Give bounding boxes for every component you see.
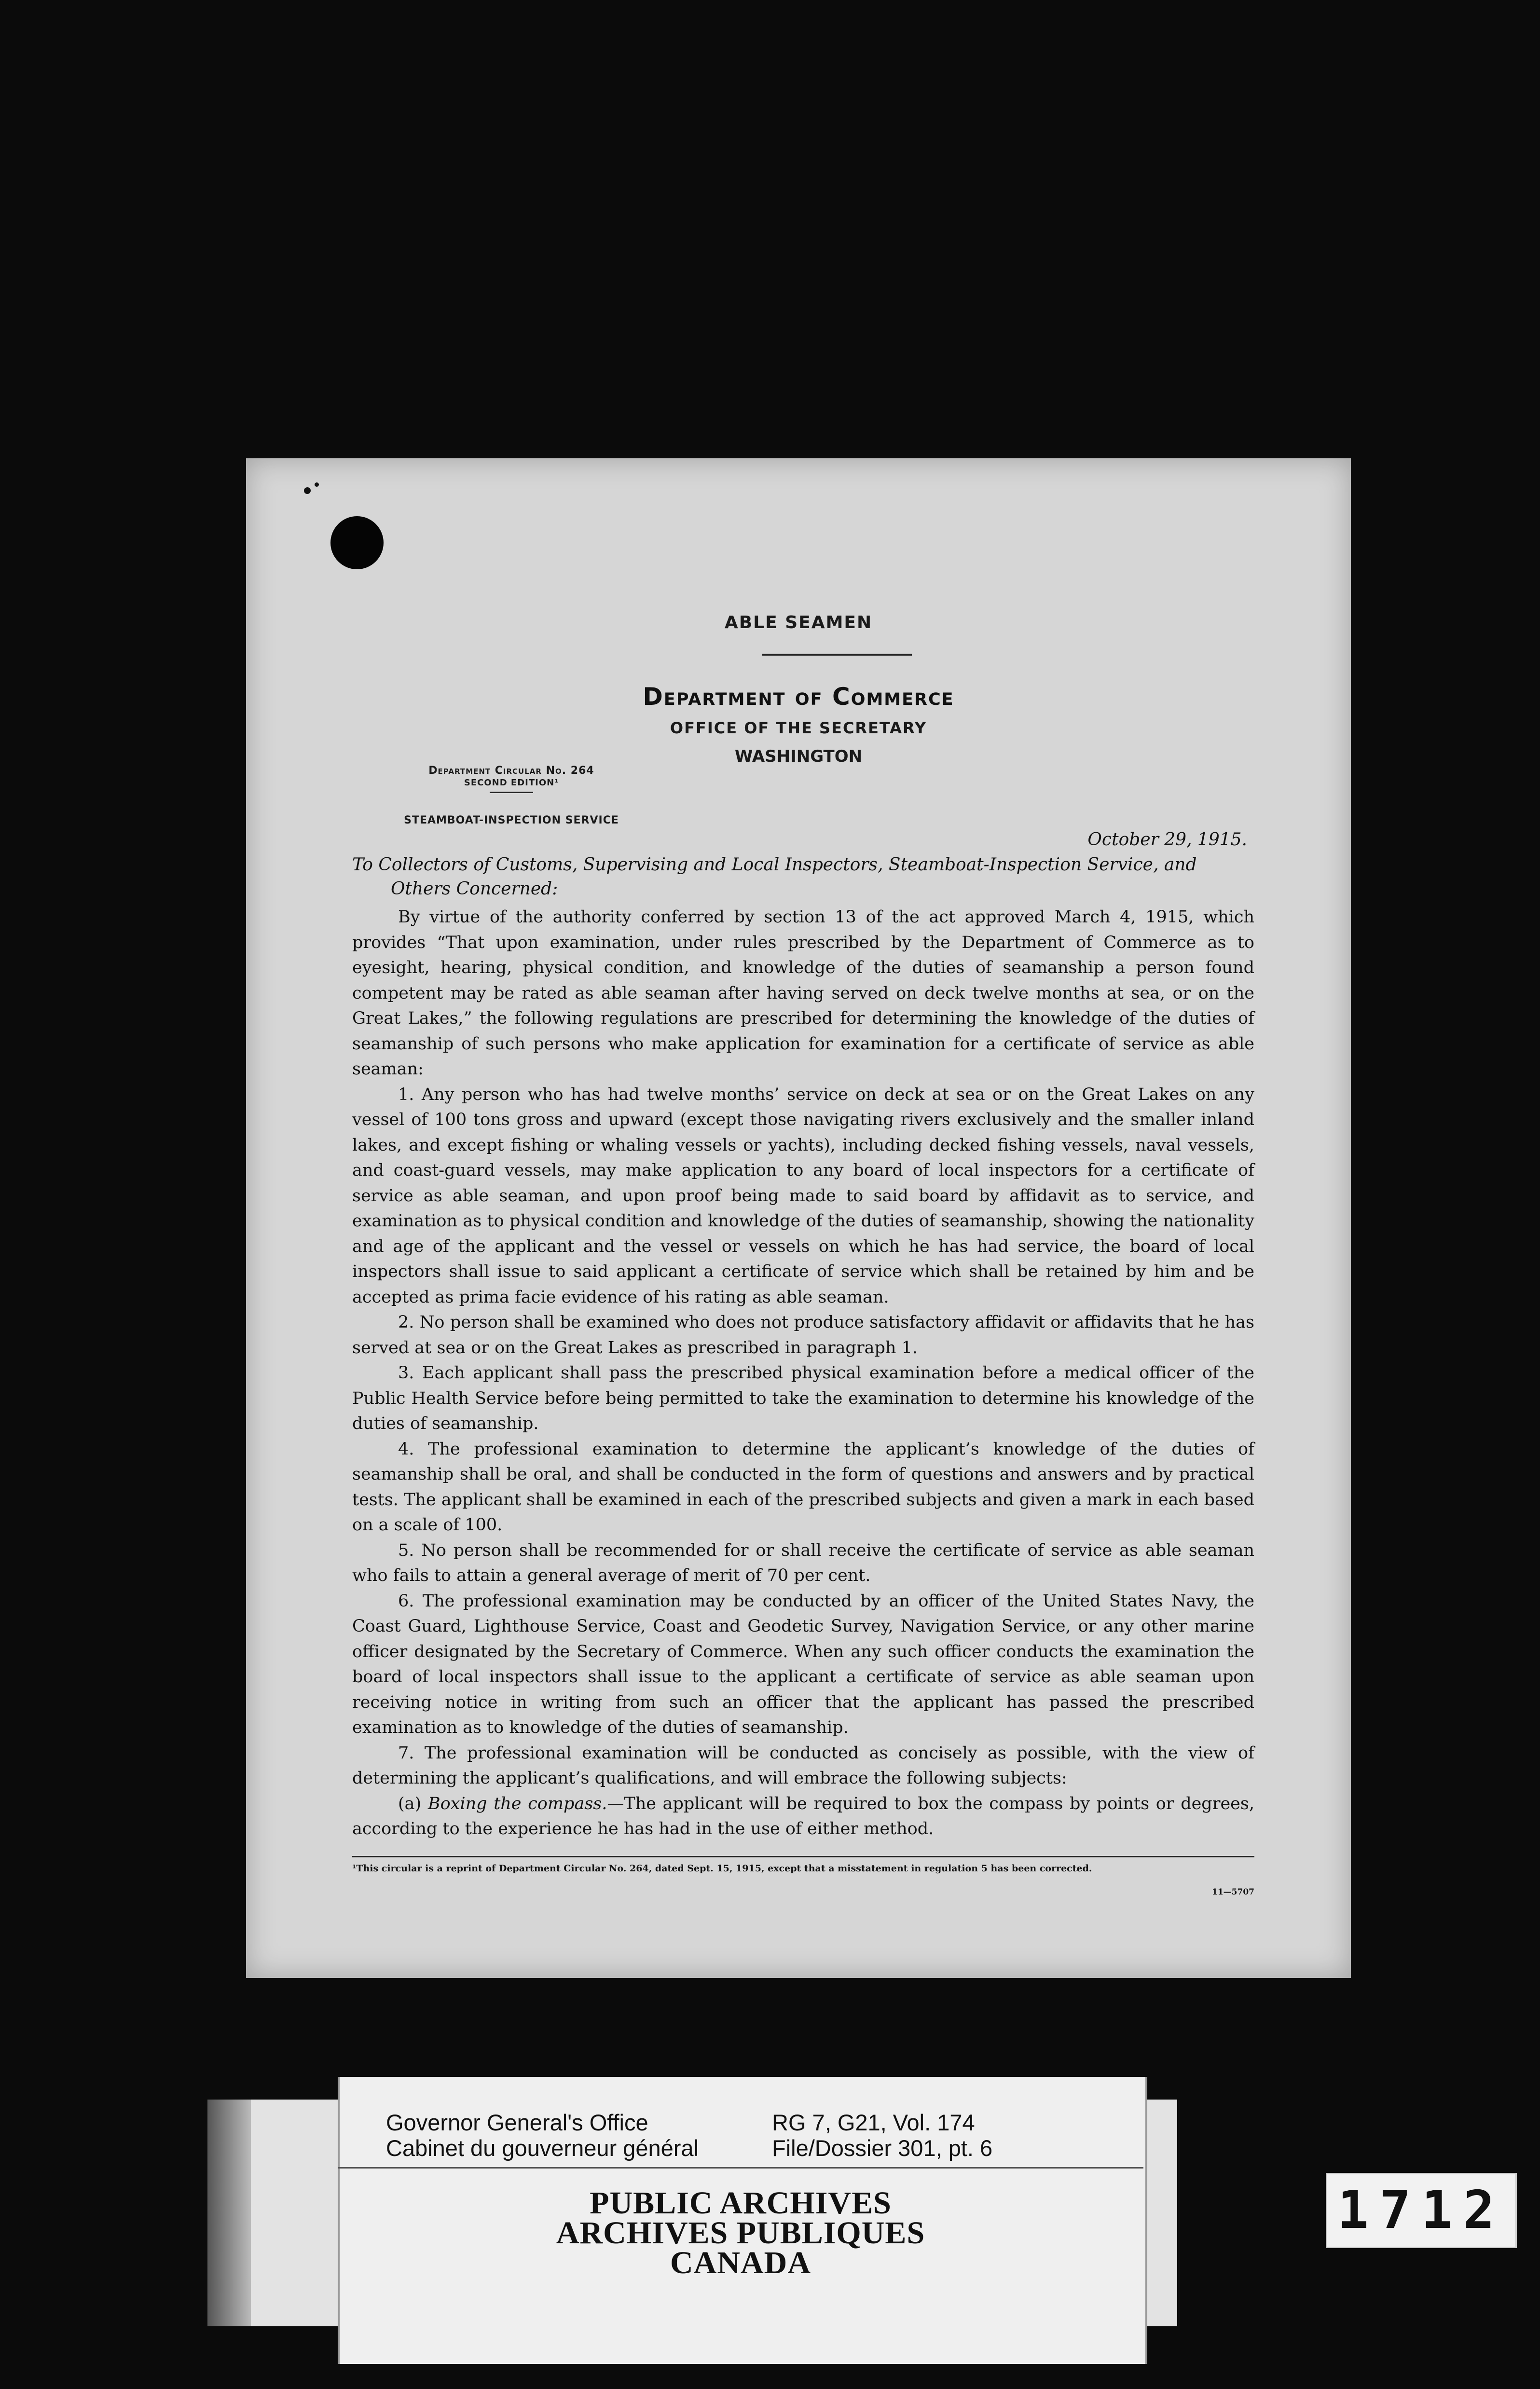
- document-body: [352, 905, 1254, 1842]
- paragraph-7: 7. The professional examination will be conducted as concisely as possible, with the view of determining the applicant’s qualifications, and will embrace the following subjects:: [352, 1743, 1254, 1788]
- stamp-line-3: CANADA: [670, 2245, 811, 2280]
- department-heading: Department of Commerce: [643, 683, 954, 711]
- speck: [315, 482, 319, 487]
- subject-a-text: —The applicant will be required to box the compass by points or degrees, according to the experience he has had in the use of either method.: [352, 1794, 1254, 1839]
- archive-file: File/Dossier 301, pt. 6: [772, 2135, 993, 2161]
- document-date: October 29, 1915.: [1087, 830, 1247, 850]
- paragraph-4: 4. The professional examination to determine the applicant’s knowledge of the duties of seamanship shall be oral, and shall be conducted in the form of questions and answers and by practical tests. The applicant shall be examined in each of the prescribed subjects and given a mark in each based on a scale of 100.: [352, 1439, 1254, 1535]
- subject-a: [352, 1791, 1254, 1842]
- paragraph-intro: By virtue of the authority conferred by section 13 of the act approved March 4, 1915, which provides “That upon examination, under rules prescribed by the Department of Commerce as to eyesight, hearing, physical condition, and knowledge of the duties of seamanship a person found competent may be rated as able seaman after having served on deck twelve months at sea, or on the Great Lakes,” the following regulations are prescribed for determining the knowledge of the duties of seamanship of such persons who make application for examination for a certificate of service as able seaman:: [352, 907, 1254, 1079]
- label-edge: [207, 2100, 251, 2326]
- heading-rule: [762, 654, 912, 656]
- salutation: To Collectors of Customs, Supervising and Local Inspectors, Steamboat-Inspection Service, and Others Concerned:: [352, 855, 1197, 899]
- paragraph-2: 2. No person shall be examined who does not produce satisfactory affidavit or affidavits that he has served at sea or on the Great Lakes as prescribed in paragraph 1.: [352, 1313, 1254, 1358]
- paragraph-5: 5. No person shall be recommended for or shall receive the certificate of service as able seaman who fails to attain a general average of merit of 70 per cent.: [352, 1540, 1254, 1585]
- circular-block: [376, 765, 646, 826]
- archive-reference: RG 7, G21, Vol. 174: [772, 2110, 975, 2135]
- paragraph-1: 1. Any person who has had twelve months’ service on deck at sea or on the Great Lakes on any vessel of 100 tons gross and upward (except those navigating rivers exclusively and the smaller inland lakes, and except fishing or whaling vessels or yachts), including decked fishing vessels, naval vessels, and coast-guard vessels, may make application to any board of local inspectors for a certificate of service as able seaman, and upon proof being made to said board by affidavit as to service, and examination as to physical condition and knowledge of the duties of seamanship, showing the nationality and age of the applicant and the vessel or vessels on which he has had service, the board of local inspectors shall issue to said applicant a certificate of service which shall be retained by him and be accepted as prima facie evidence of his rating as able seaman.: [352, 1085, 1254, 1307]
- city-heading: WASHINGTON: [734, 747, 863, 766]
- circular-rule: [490, 792, 533, 793]
- document-page: [246, 458, 1351, 1978]
- able-seamen-heading: ABLE SEAMEN: [724, 613, 873, 632]
- stamp-line-2: ARCHIVES PUBLIQUES: [556, 2215, 925, 2251]
- office-english: Governor General's Office: [386, 2110, 648, 2135]
- subject-a-title: Boxing the compass.: [427, 1794, 607, 1813]
- office-heading: OFFICE OF THE SECRETARY: [670, 719, 927, 737]
- frame-number: 1712: [1326, 2173, 1517, 2248]
- paragraph-3: 3. Each applicant shall pass the prescribed physical examination before a medical officer of the Public Health Service before being permitted to take the examination to determine his knowledge of the duties of seamanship.: [352, 1363, 1254, 1433]
- speck: [304, 487, 311, 494]
- footnote: ¹This circular is a reprint of Department Circular No. 264, dated Sept. 15, 1915, except that a misstatement in regulation 5 has been corrected.: [352, 1863, 1092, 1874]
- stamp-line-1: PUBLIC ARCHIVES: [590, 2185, 892, 2221]
- service-name: STEAMBOAT-INSPECTION SERVICE: [404, 814, 619, 826]
- paragraph-6: 6. The professional examination may be conducted by an officer of the United States Navy, the Coast Guard, Lighthouse Service, Coast and Geodetic Survey, Navigation Service, or any other marine officer designated by the Secretary of Commerce. When any such officer conducts the examination the board of local inspectors shall issue to the applicant a certificate of service as able seaman upon receiving notice in writing from such an officer that the applicant has passed the prescribed examination as to knowledge of the duties of seamanship.: [352, 1591, 1254, 1737]
- footnote-rule: [352, 1856, 1254, 1857]
- punch-hole: [330, 516, 384, 569]
- label-divider: [338, 2167, 1143, 2169]
- subject-a-label: (a): [398, 1794, 422, 1813]
- print-code: 11—5707: [1212, 1887, 1254, 1897]
- circular-number: Department Circular No. 264: [428, 765, 594, 777]
- circular-edition: SECOND EDITION¹: [464, 778, 559, 788]
- office-french: Cabinet du gouverneur général: [386, 2135, 699, 2161]
